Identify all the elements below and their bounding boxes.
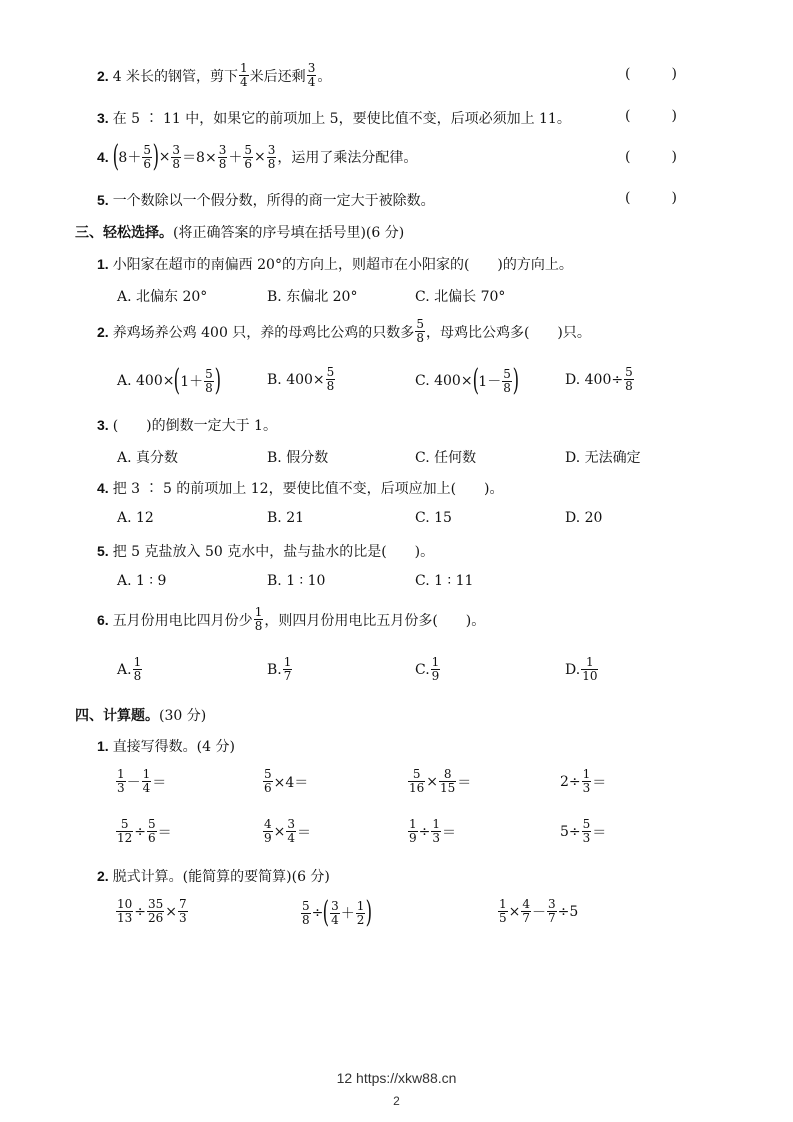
calc-part1-title: 1. 直接写得数。(4 分) xyxy=(97,738,235,755)
choice-q3: 3. ( )的倒数一定大于 1。 xyxy=(97,417,277,434)
fraction: $\frac{5}{8}$ xyxy=(503,366,511,395)
fraction: $\frac{5}{8}$ xyxy=(625,365,633,393)
answer-blank[interactable]: ( ) xyxy=(625,149,677,165)
calc-expr: $\frac{5}{12}$ ÷ $\frac{5}{6}$ ＝ xyxy=(117,817,172,845)
calc-expr: $\frac{5}{6}$ ×4＝ xyxy=(264,767,309,795)
footer-url: 12 https://xkw88.cn xyxy=(336,1070,457,1086)
choice-q4: 4. 把 3 ∶ 5 的前项加上 12，要使比值不变，后项应加上( )。 xyxy=(97,480,504,497)
calc-expr: 2÷ $\frac{1}{3}$ ＝ xyxy=(560,767,607,795)
judge-q2: 2. 4 米长的钢管，剪下 $\frac{1}{4}$ 米后还剩 $\frac{3}{4}$ 。 xyxy=(97,61,332,89)
choice-q2: 2. 养鸡场养公鸡 400 只，养的母鸡比公鸡的只数多 $\frac{5}{8}$ ，母鸡比公鸡多( )只。 xyxy=(97,317,591,345)
option-a[interactable]: A. 12 xyxy=(117,510,154,526)
choice-q1: 1. 小阳家在超市的南偏西 20°的方向上，则超市在小阳家的( )的方向上。 xyxy=(97,256,573,273)
fraction: $\frac{1}{10}$ xyxy=(582,655,598,683)
option-a[interactable]: A. 1 ∶ 9 xyxy=(117,573,167,589)
section4-heading: 四、计算题。 (30 分) xyxy=(75,708,207,724)
calc-expr: $\frac{5}{8}$ ÷ ( $\frac{3}{4}$ ＋ $\frac{1}{2}$ ) xyxy=(302,895,373,930)
answer-blank[interactable]: ( ) xyxy=(625,190,677,206)
option-b[interactable]: B. $\frac{1}{7}$ xyxy=(267,655,292,683)
option-c[interactable]: C. 400× ( 1－ $\frac{5}{8}$ ) xyxy=(415,363,519,398)
calc-expr: $\frac{1}{3}$ － $\frac{1}{4}$ ＝ xyxy=(117,767,167,795)
option-b[interactable]: B. 1 ∶ 10 xyxy=(267,573,326,589)
calc-expr: $\frac{5}{16}$ × $\frac{8}{15}$ ＝ xyxy=(409,767,472,795)
fraction: $\frac{1}{4}$ xyxy=(240,61,248,89)
fraction: $\frac{1}{8}$ xyxy=(254,605,263,633)
fraction: $\frac{5}{6}$ xyxy=(244,142,252,171)
option-d[interactable]: D. 20 xyxy=(565,510,603,526)
option-a[interactable]: A. 400× ( 1＋ $\frac{5}{8}$ ) xyxy=(117,363,221,398)
calc-expr: 5÷ $\frac{5}{3}$ ＝ xyxy=(560,817,607,845)
option-c[interactable]: C. 15 xyxy=(415,510,452,526)
calc-expr: $\frac{1}{9}$ ÷ $\frac{1}{3}$ ＝ xyxy=(409,817,457,845)
option-b[interactable]: B. 东偏北 20° xyxy=(267,289,358,305)
option-a[interactable]: A. 北偏东 20° xyxy=(117,289,208,305)
section3-heading: 三、轻松选择。 (将正确答案的序号填在括号里)(6 分) xyxy=(75,225,405,241)
option-c[interactable]: C. 任何数 xyxy=(415,450,477,466)
option-c[interactable]: C. 北偏长 70° xyxy=(415,289,506,305)
fraction: $\frac{5}{8}$ xyxy=(326,365,335,393)
fraction: $\frac{1}{8}$ xyxy=(133,655,142,683)
page-number: 2 xyxy=(393,1094,400,1108)
fraction: $\frac{5}{6}$ xyxy=(143,142,151,171)
calc-expr: $\frac{10}{13}$ ÷ $\frac{35}{26}$ × $\frac{7}{3}$ xyxy=(117,897,187,925)
option-a[interactable]: A. 真分数 xyxy=(117,450,179,466)
fraction: $\frac{3}{8}$ xyxy=(267,142,276,171)
choice-q6: 6. 五月份用电比四月份少 $\frac{1}{8}$ ，则四月份用电比五月份多( )。 xyxy=(97,605,486,633)
judge-q4: 4. ( 8＋ $\frac{5}{6}$ ) × $\frac{3}{8}$ ＝8× $\frac{3}{8}$ ＋ $\frac{5}{6}$ × $\frac{3}{8}$ ，运用了乘法分配律。 xyxy=(97,139,418,174)
fraction: $\frac{5}{8}$ xyxy=(205,366,213,395)
fraction: $\frac{1}{7}$ xyxy=(283,655,292,683)
option-d[interactable]: D. 无法确定 xyxy=(565,450,641,466)
choice-q5: 5. 把 5 克盐放入 50 克水中，盐与盐水的比是( )。 xyxy=(97,543,435,560)
fraction: $\frac{5}{8}$ xyxy=(416,317,424,345)
answer-blank[interactable]: ( ) xyxy=(625,66,677,82)
judge-q5: 5. 一个数除以一个假分数，所得的商一定大于被除数。 xyxy=(97,192,435,209)
judge-q3: 3. 在 5 ∶ 11 中，如果它的前项加上 5，要使比值不变，后项必须加上 11。 xyxy=(97,110,571,127)
option-a[interactable]: A. $\frac{1}{8}$ xyxy=(117,655,142,683)
calc-part2-title: 2. 脱式计算。(能简算的要简算)(6 分) xyxy=(97,868,330,885)
fraction: $\frac{3}{4}$ xyxy=(307,61,316,89)
fraction: $\frac{3}{8}$ xyxy=(218,142,227,171)
option-b[interactable]: B. 400× $\frac{5}{8}$ xyxy=(267,365,335,393)
option-d[interactable]: D. 400÷ $\frac{5}{8}$ xyxy=(565,365,633,393)
option-c[interactable]: C. 1 ∶ 11 xyxy=(415,573,474,589)
calc-expr: $\frac{4}{9}$ × $\frac{3}{4}$ ＝ xyxy=(264,817,312,845)
answer-blank[interactable]: ( ) xyxy=(625,108,677,124)
option-c[interactable]: C. $\frac{1}{9}$ xyxy=(415,655,440,683)
fraction: $\frac{1}{9}$ xyxy=(431,655,440,683)
fraction: $\frac{3}{8}$ xyxy=(172,142,181,171)
option-d[interactable]: D. $\frac{1}{10}$ xyxy=(565,655,598,683)
option-b[interactable]: B. 假分数 xyxy=(267,450,329,466)
option-b[interactable]: B. 21 xyxy=(267,510,305,526)
calc-expr: $\frac{1}{5}$ × $\frac{4}{7}$ － $\frac{3}{7}$ ÷5 xyxy=(499,897,579,925)
